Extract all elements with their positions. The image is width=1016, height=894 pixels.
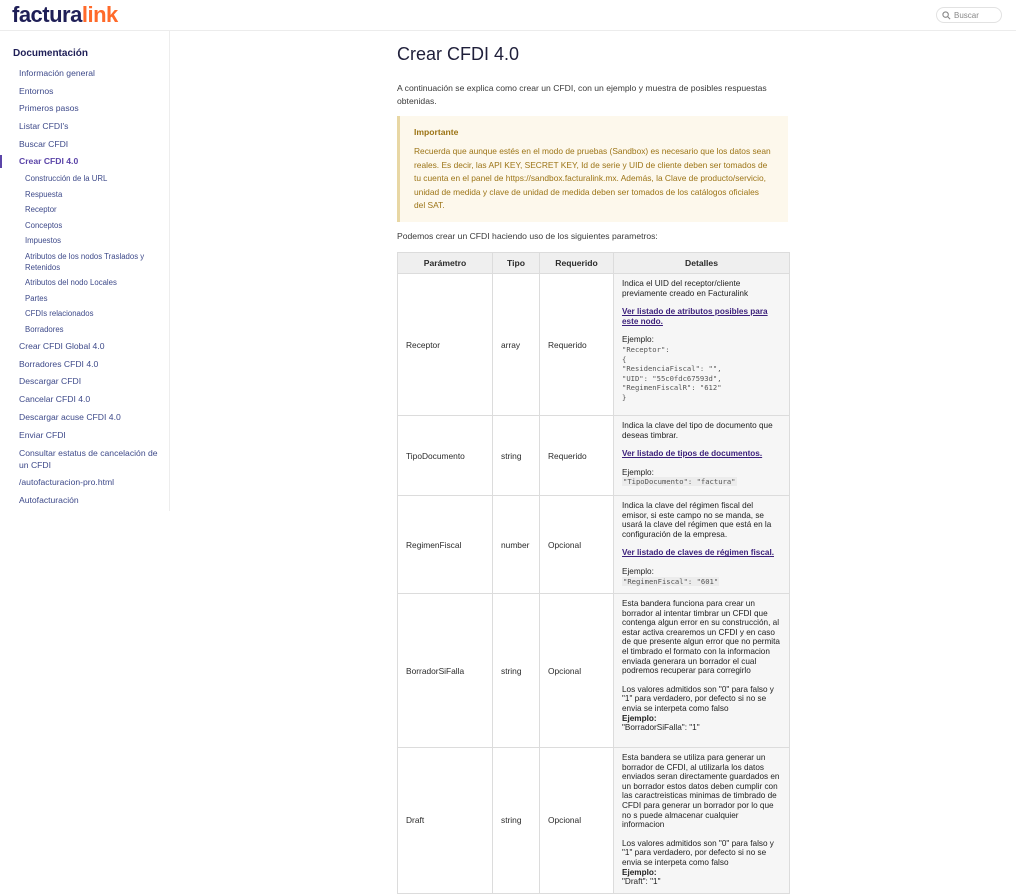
sidebar-sub-atributos-locales[interactable]: Atributos del nodo Locales bbox=[25, 278, 117, 287]
sidebar-title: Documentación bbox=[13, 48, 89, 59]
table-row bbox=[398, 748, 790, 894]
table-header-row bbox=[398, 253, 790, 274]
page-title: Crear CFDI 4.0 bbox=[397, 44, 520, 64]
param-required: Requerido bbox=[540, 416, 614, 496]
param-description: Esta bandera funciona para crear un borrador al intentar timbrar un CFDI que contenga algun error en su construcción, al estar activa crearemos un CFDI y en caso de que presente algun error que no permita el timbrado el formato con la informacion enviada generara un borrador el cual podremos recuperar para corregirlo bbox=[622, 599, 780, 676]
sidebar-item-borradores-cfdi[interactable]: Borradores CFDI 4.0 bbox=[19, 359, 99, 369]
param-details: Esta bandera se utiliza para generar un borrador de CFDI, al utilizarla los datos enviados seran directamente guardados en un borrador estos datos deben cumplir con las caractreisticas minimas de timbrado de CFDI para generar un borrador por lo que no s puede almacenar cualquier informacion Los valores admitidos son "0" para falso y "1" para verdadero, por defecto si no se envia se interpeta como falso Ejemplo: "Draft": "1" bbox=[614, 748, 790, 894]
search-box[interactable] bbox=[936, 7, 1002, 23]
code-line: "RegimenFiscalR": "612" bbox=[622, 383, 722, 393]
params-table bbox=[397, 252, 790, 894]
sidebar-sub-partes[interactable]: Partes bbox=[25, 294, 48, 303]
sidebar-sub-receptor[interactable]: Receptor bbox=[25, 205, 57, 214]
sidebar-item-primeros-pasos[interactable]: Primeros pasos bbox=[19, 103, 79, 113]
regimen-fiscal-link[interactable]: Ver listado de claves de régimen fiscal. bbox=[622, 548, 774, 558]
param-description: Esta bandera se utiliza para generar un borrador de CFDI, al utilizarla los datos enviados seran directamente guardados en un borrador estos datos deben cumplir con las caractreisticas minimas de timbrado de CFDI para generar un borrador por lo que no s puede almacenar cualquier informacion bbox=[622, 753, 780, 830]
param-description: Indica la clave del régimen fiscal del emisor, si este campo no se manda, se usará la clave del régimen que está en la configuración de la empresa. bbox=[622, 501, 772, 539]
param-description: Indica la clave del tipo de documento que deseas timbrar. bbox=[622, 421, 773, 440]
param-details: Esta bandera funciona para crear un borrador al intentar timbrar un CFDI que contenga algun error en su construcción, al estar activa crearemos un CFDI y en caso de que presente algun error que no permita el timbrado el formato con la informacion enviada generara un borrador el cual podremos recuperar para corregirlo Los valores admitidos son "0" para falso y "1" para verdadero, por defecto si no se envia se interpeta como falso Ejemplo: "BorradorSiFalla": "1" bbox=[614, 594, 790, 748]
param-required: Opcional bbox=[540, 496, 614, 594]
param-details bbox=[614, 496, 790, 594]
param-details bbox=[614, 274, 790, 416]
example-label: Ejemplo bbox=[622, 713, 654, 723]
param-required: Requerido bbox=[540, 274, 614, 416]
sidebar-item-descargar-cfdi[interactable]: Descargar CFDI bbox=[19, 376, 82, 386]
table-row bbox=[398, 274, 790, 416]
logo-text-1: factura bbox=[12, 2, 82, 27]
sidebar-item-autofacturacion-pro[interactable]: /autofacturacion-pro.html bbox=[19, 477, 115, 487]
example-value: "BorradorSiFalla": "1" bbox=[622, 723, 700, 733]
example-label: Ejemplo: bbox=[622, 467, 654, 477]
search-icon bbox=[942, 11, 951, 20]
example-code: "TipoDocumento": "factura" bbox=[623, 477, 736, 487]
code-line: "UID": "55c0fdc67593d", bbox=[622, 373, 722, 383]
sidebar-item-cancelar-cfdi[interactable]: Cancelar CFDI 4.0 bbox=[19, 394, 91, 404]
code-line: } bbox=[622, 392, 627, 402]
intro-text: A continuación se explica como crear un CFDI, con un ejemplo y muestra de posibles respuestas obtenidas. bbox=[397, 83, 767, 106]
param-description: Indica el UID del receptor/cliente previamente creado en Facturalink bbox=[622, 279, 749, 298]
code-line: "ResidenciaFiscal": "", bbox=[622, 364, 722, 374]
sidebar-sub-construccion-url[interactable]: Construcción de la URL bbox=[25, 174, 108, 183]
sidebar-item-listar-cfdis[interactable]: Listar CFDI's bbox=[19, 121, 69, 131]
param-name: RegimenFiscal bbox=[398, 496, 493, 594]
param-name: BorradorSiFalla bbox=[398, 594, 493, 748]
params-lead-text: Podemos crear un CFDI haciendo uso de los siguientes parametros: bbox=[397, 231, 658, 241]
param-type: string bbox=[493, 416, 540, 496]
example-value: "Draft": "1" bbox=[622, 877, 661, 887]
sidebar-sub-atributos-traslados[interactable]: Atributos de los nodos Traslados y Retenidos bbox=[25, 252, 145, 272]
search-placeholder: Buscar bbox=[954, 10, 979, 20]
table-row bbox=[398, 496, 790, 594]
sidebar-item-descargar-acuse[interactable]: Descargar acuse CFDI 4.0 bbox=[19, 412, 121, 422]
tipos-documentos-link[interactable]: Ver listado de tipos de documentos. bbox=[622, 449, 763, 459]
param-name: Draft bbox=[398, 748, 493, 894]
sidebar-item-crear-cfdi-40[interactable]: Crear CFDI 4.0 bbox=[19, 156, 79, 166]
sidebar-item-enviar-cfdi[interactable]: Enviar CFDI bbox=[19, 430, 66, 440]
example-label: Ejemplo: bbox=[622, 566, 654, 576]
logo-text-2: link bbox=[81, 2, 118, 27]
param-name: TipoDocumento bbox=[398, 416, 493, 496]
example-label: Ejemplo bbox=[622, 867, 654, 877]
header-parametro: Parámetro bbox=[398, 253, 493, 274]
code-line: { bbox=[622, 354, 627, 364]
sidebar-item-autofacturacion[interactable]: Autofacturación bbox=[19, 495, 79, 505]
code-line: "Receptor": bbox=[622, 344, 670, 354]
header-detalles: Detalles bbox=[614, 253, 790, 274]
table-row bbox=[398, 416, 790, 496]
sidebar-item-crear-cfdi-global[interactable]: Crear CFDI Global 4.0 bbox=[19, 341, 105, 351]
sidebar-item-entornos[interactable]: Entornos bbox=[19, 86, 54, 96]
param-type: number bbox=[493, 496, 540, 594]
header-tipo: Tipo bbox=[493, 253, 540, 274]
sidebar bbox=[0, 31, 170, 511]
top-bar bbox=[0, 0, 1016, 31]
param-values: Los valores admitidos son "0" para falso y "1" para verdadero, por defecto si no se envia se interpeta como falso bbox=[622, 684, 774, 713]
param-values: Los valores admitidos son "0" para falso y "1" para verdadero, por defecto si no se envia se interpeta como falso bbox=[622, 838, 774, 867]
sidebar-item-informacion-general[interactable]: Información general bbox=[19, 68, 95, 78]
param-type: array bbox=[493, 274, 540, 416]
sidebar-item-buscar-cfdi[interactable]: Buscar CFDI bbox=[19, 139, 69, 149]
sidebar-sub-conceptos[interactable]: Conceptos bbox=[25, 221, 63, 230]
example-code: "RegimenFiscal": "601" bbox=[623, 576, 719, 586]
header-requerido: Requerido bbox=[540, 253, 614, 274]
example-label: Ejemplo: bbox=[622, 335, 654, 345]
sidebar-sub-cfdis-relacionados[interactable]: CFDIs relacionados bbox=[25, 309, 94, 318]
param-required: Opcional bbox=[540, 594, 614, 748]
param-name: Receptor bbox=[398, 274, 493, 416]
important-callout bbox=[397, 116, 788, 222]
param-type: string bbox=[493, 748, 540, 894]
param-details bbox=[614, 416, 790, 496]
table-row bbox=[398, 594, 790, 748]
sidebar-sub-impuestos[interactable]: Impuestos bbox=[25, 236, 61, 245]
active-indicator bbox=[0, 155, 2, 168]
param-required: Opcional bbox=[540, 748, 614, 894]
facturalink-logo[interactable] bbox=[12, 2, 118, 28]
callout-body: Recuerda que aunque estés en el modo de pruebas (Sandbox) es necesario que los datos sean reales. Es decir, las API KEY, SECRET KEY, Id de serie y UID de cliente deben ser tomados de tu cuenta en el panel de https://sandbox.facturalink.mx. Además, la Clave de producto/servicio, unidad de medida y clave de unidad de medida deben ser tomados de los catálogos oficiales del SAT. bbox=[414, 146, 771, 210]
sidebar-sub-borradores[interactable]: Borradores bbox=[25, 325, 64, 334]
sidebar-sub-respuesta[interactable]: Respuesta bbox=[25, 190, 63, 199]
param-type: string bbox=[493, 594, 540, 748]
receptor-attributes-link[interactable]: Ver listado de atributos posibles para este nodo. bbox=[622, 307, 768, 326]
sidebar-item-consultar-estatus[interactable]: Consultar estatus de cancelación de un CFDI bbox=[19, 448, 158, 470]
callout-title: Importante bbox=[414, 127, 459, 137]
